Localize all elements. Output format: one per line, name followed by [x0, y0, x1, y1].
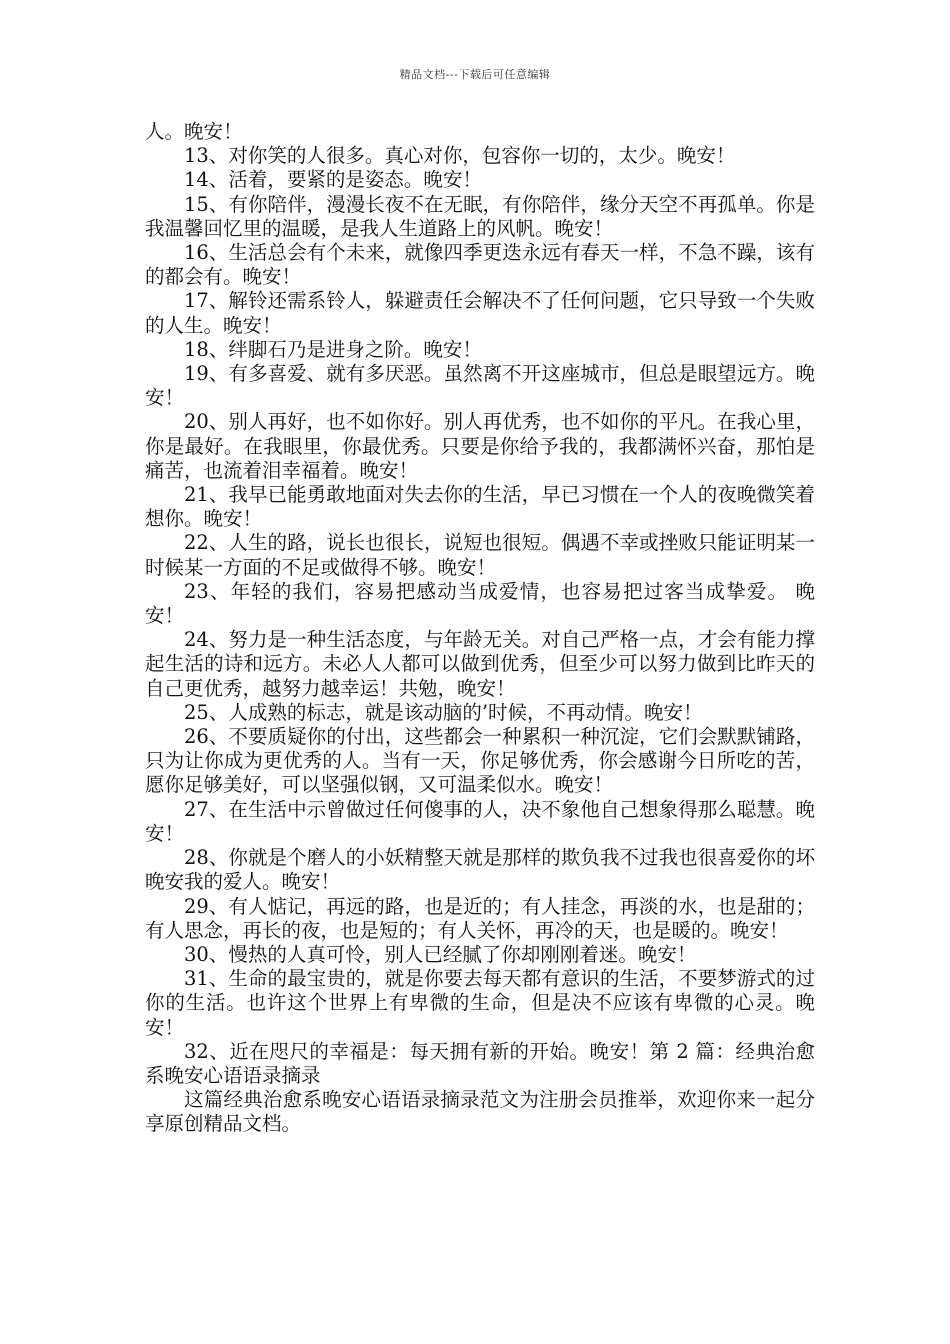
paragraph: 17、解铃还需系铃人，躲避责任会解决不了任何问题，它只导致一个失败的人生。晚安！ [145, 289, 815, 337]
paragraph: 26、不要质疑你的付出，这些都会一种累积一种沉淀，它们会默默铺路，只为让你成为更优秀的人。当有一天，你足够优秀，你会感谢今日所吃的苦，愿你足够美好，可以坚强似钢，又可温柔似水。晚安！ [145, 725, 815, 797]
paragraph: 15、有你陪伴，漫漫长夜不在无眠，有你陪伴，缘分天空不再孤单。你是我温馨回忆里的温暖，是我人生道路上的风帆。晚安！ [145, 192, 815, 240]
paragraph: 21、我早已能勇敢地面对失去你的生活，早已习惯在一个人的夜晚微笑着想你。晚安！ [145, 483, 815, 531]
page-header: 精品文档---下载后可任意编辑 [399, 68, 551, 81]
paragraph: 14、活着，要紧的是姿态。晚安！ [184, 168, 482, 192]
paragraph: 这篇经典治愈系晚安心语语录摘录范文为注册会员推举，欢迎你来一起分享原创精品文档。 [145, 1088, 815, 1136]
paragraph: 19、有多喜爱、就有多厌恶。虽然离不开这座城市，但总是眼望远方。晚安！ [145, 362, 815, 410]
paragraph: 28、你就是个磨人的小妖精整天就是那样的欺负我不过我也很喜爱你的坏晚安我的爱人。晚安！ [145, 846, 815, 894]
paragraph: 31、生命的最宝贵的，就是你要去每天都有意识的生活，不要梦游式的过你的生活。也许这个世界上有卑微的生命，但是决不应该有卑微的心灵。晚安！ [145, 967, 815, 1039]
paragraph: 20、别人再好，也不如你好。别人再优秀，也不如你的平凡。在我心里，你是最好。在我眼里，你最优秀。只要是你给予我的，我都满怀兴奋，那怕是痛苦，也流着泪幸福着。晚安！ [145, 410, 815, 482]
paragraph: 30、慢热的人真可怜，别人已经腻了你却刚刚着迷。晚安！ [184, 942, 697, 966]
paragraph: 16、生活总会有个未来，就像四季更迭永远有春天一样，不急不躁，该有的都会有。晚安！ [145, 241, 815, 289]
paragraph: 23、年轻的我们，容易把感动当成爱情，也容易把过客当成挚爱。 晚安！ [145, 579, 815, 628]
paragraph: 22、人生的路，说长也很长，说短也很短。偶遇不幸或挫败只能证明某一时候某一方面的不足或做得不够。晚安！ [145, 531, 815, 579]
document-body [145, 120, 815, 1137]
paragraph: 29、有人惦记，再远的路，也是近的；有人挂念，再淡的水，也是甜的；有人思念，再长的夜，也是短的；有人关怀，再冷的天，也是暖的。晚安！ [145, 894, 815, 942]
paragraph: 27、在生活中示曾做过任何傻事的人，决不象他自己想象得那么聪慧。晚安！ [145, 797, 815, 845]
paragraph: 人。晚安！ [145, 120, 243, 143]
paragraph: 18、绊脚石乃是进身之阶。晚安！ [184, 337, 482, 361]
paragraph: 24、努力是一种生活态度，与年龄无关。对自己严格一点，才会有能力撑起生活的诗和远方。未必人人都可以做到优秀，但至少可以努力做到比昨天的自己更优秀，越努力越幸运！共勉，晚安！ [145, 628, 815, 700]
paragraph: 32、近在咫尺的幸福是：每天拥有新的开始。晚安！第 2 篇：经典治愈系晚安心语语录摘录 [145, 1039, 815, 1087]
paragraph: 13、对你笑的人很多。真心对你，包容你一切的，太少。晚安！ [184, 144, 736, 168]
paragraph: 25、人成熟的标志，就是该动脑的’时候，不再动情。晚安！ [184, 700, 703, 724]
